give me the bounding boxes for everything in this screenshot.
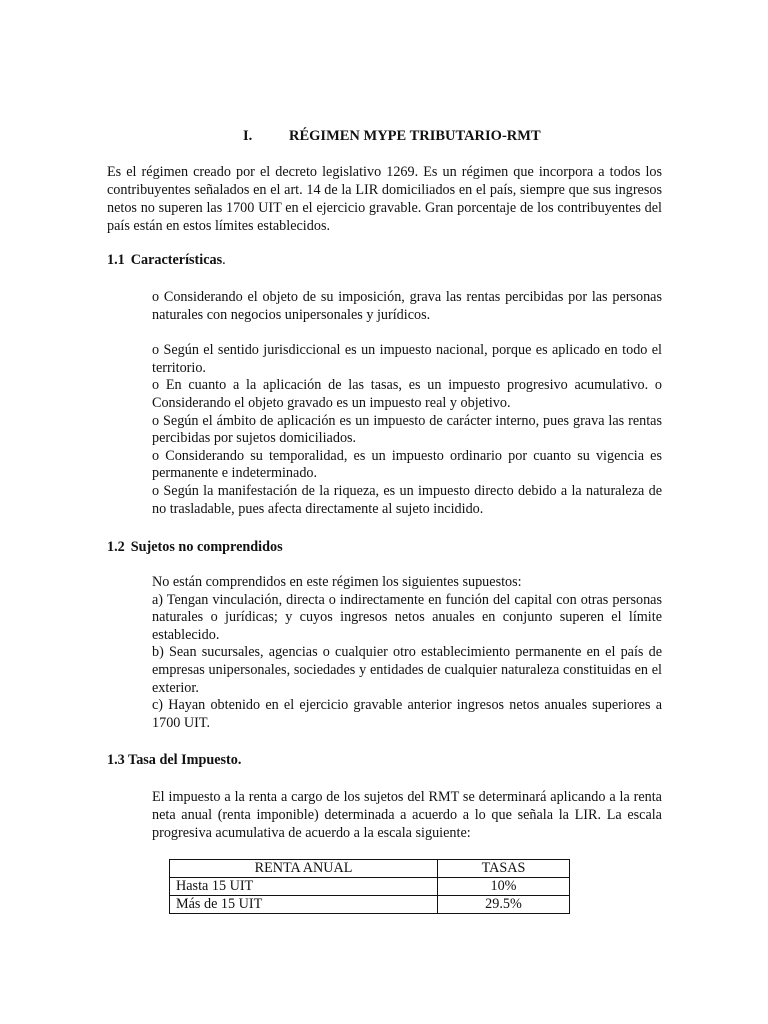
- table-header-cell: RENTA ANUAL: [170, 860, 438, 878]
- section-3-number: 1.3: [107, 752, 125, 768]
- exclusion-item: c) Hayan obtenido en el ejercicio gravable anterior ingresos netos anuales superiores a 1700 UIT.: [152, 697, 662, 731]
- exclusion-item: b) Sean sucursales, agencias o cualquier otro establecimiento permanente en el país de empresas unipersonales, sociedades y entidades de cualquier naturaleza constituidas en el exterior.: [152, 644, 662, 696]
- tax-rate-paragraph: El impuesto a la renta a cargo de los sujetos del RMT se determinará aplicando a la renta neta anual (renta imponible) determinada a acuerdo a lo que señala la LIR. La escala progresiva acumulativa de acuerdo a la escala siguiente:: [152, 789, 662, 841]
- section-1-number: 1.1: [107, 252, 125, 268]
- table-cell: Más de 15 UIT: [170, 896, 438, 914]
- section-2-title: Sujetos no comprendidos: [130, 539, 283, 555]
- characteristics-list: [152, 289, 662, 518]
- characteristic-item: o En cuanto a la aplicación de las tasas, es un impuesto progresivo acumulativo. o Considerando el objeto gravado es un impuesto real y objetivo.: [152, 377, 662, 411]
- characteristic-item: o Según la manifestación de la riqueza, es un impuesto directo debido a la naturaleza de no trasladable, pues afecta directamente al sujeto incidido.: [152, 482, 662, 517]
- table-cell: 29.5%: [438, 896, 570, 914]
- characteristic-item: o Considerando el objeto de su imposición, grava las rentas percibidas por las personas naturales con negocios unipersonales y jurídicos.: [152, 289, 662, 323]
- exclusions-intro: No están comprendidos en este régimen los siguientes supuestos:: [152, 574, 522, 590]
- section-1-heading: [107, 252, 226, 269]
- section-2-number: 1.2: [107, 539, 125, 555]
- heading-title: RÉGIMEN MYPE TRIBUTARIO-RMT: [289, 128, 541, 144]
- characteristic-item: o Según el sentido jurisdiccional es un impuesto nacional, porque es aplicado en todo el territorio.: [152, 342, 662, 376]
- table-row: [170, 896, 570, 914]
- tax-rate-table: [169, 859, 570, 914]
- exclusion-item: a) Tengan vinculación, directa o indirectamente en función del capital con otras personas naturales o jurídicas; y cuyos ingresos netos anuales en conjunto superen el límite establecido.: [152, 591, 662, 643]
- section-1-title-suffix: .: [222, 252, 226, 268]
- table-header-cell: TASAS: [438, 860, 570, 878]
- heading-number: I.: [243, 128, 253, 144]
- section-1-title: Características: [130, 252, 223, 268]
- section-3-title: Tasa del Impuesto.: [128, 752, 242, 768]
- characteristic-item: o Considerando su temporalidad, es un impuesto ordinario por cuanto su vigencia es permanente e indeterminado.: [152, 447, 662, 482]
- table-header-row: [170, 860, 570, 878]
- intro-paragraph: Es el régimen creado por el decreto legislativo 1269. Es un régimen que incorpora a todos los contribuyentes señalados en el art. 14 de la LIR domiciliados en el país, siempre que sus ingresos netos no superen las 1700 UIT en el ejercicio gravable. Gran porcentaje de los contribuyentes del país están en estos límites establecidos.: [107, 164, 662, 234]
- characteristic-item: o Según el ámbito de aplicación es un impuesto de carácter interno, pues grava las rentas percibidas por sujetos domiciliados.: [152, 412, 662, 447]
- table-cell: Hasta 15 UIT: [170, 878, 438, 896]
- exclusions-list: [152, 574, 662, 732]
- table-row: [170, 878, 570, 896]
- section-3-heading: [107, 752, 241, 769]
- table-cell: 10%: [438, 878, 570, 896]
- section-2-heading: [107, 539, 283, 556]
